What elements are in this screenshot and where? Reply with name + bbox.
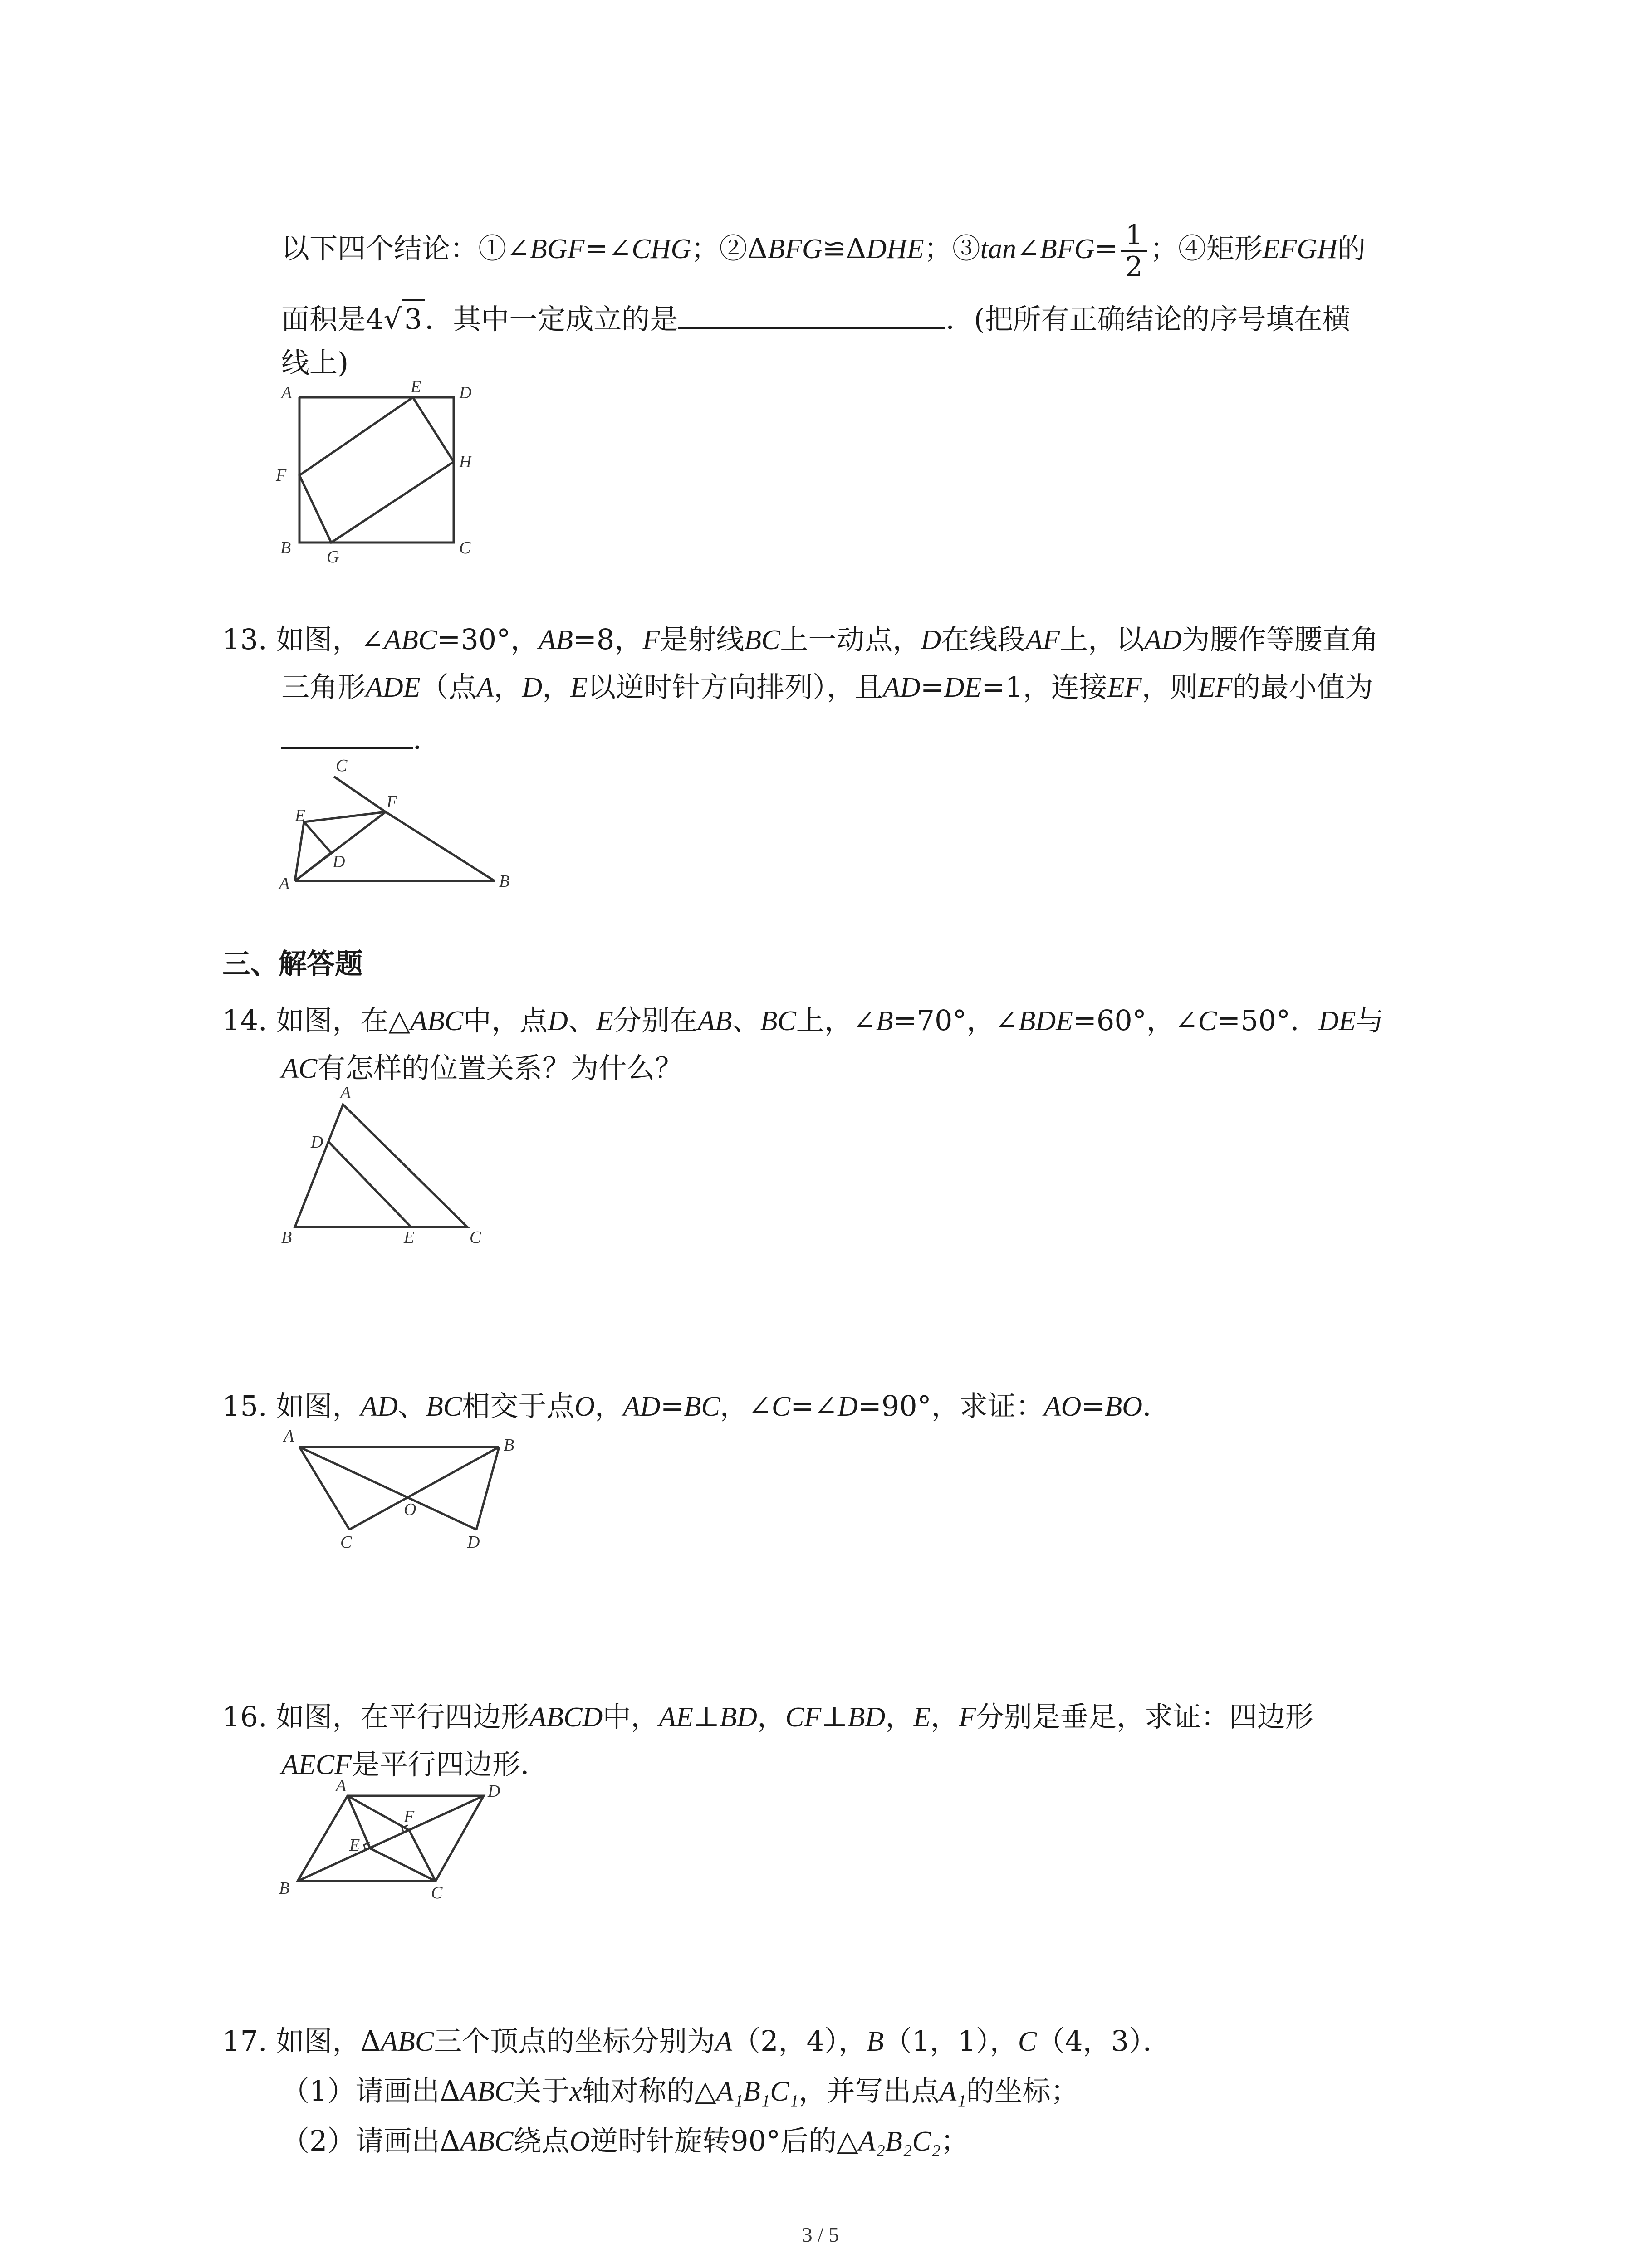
q12-label-e: E <box>411 377 421 396</box>
q16-line-2: AECF是平行四边形． <box>281 1748 549 1781</box>
q16-label-e: E <box>349 1836 360 1855</box>
q14-label-a: A <box>340 1083 351 1102</box>
section-heading: 三、解答题 <box>222 947 363 980</box>
q13-label-a: A <box>279 874 290 893</box>
q12-figure <box>263 377 517 572</box>
q15-label-c: C <box>340 1533 352 1552</box>
q14-triangle-abc <box>295 1105 467 1227</box>
q14-segment-de <box>328 1142 411 1227</box>
answer-blank-q12[interactable] <box>678 304 945 329</box>
q14-label-b: B <box>281 1228 292 1247</box>
q16-label-d: D <box>488 1782 500 1801</box>
q17-part-2: （2）请画出ΔABC绕点O逆时针旋转90°后的△A₂B₂C₂； <box>281 2124 969 2157</box>
q16-diagonal-bd <box>298 1796 484 1881</box>
answer-blank-q13[interactable] <box>281 724 413 749</box>
q14-line-2: AC有怎样的位置关系？为什么？ <box>281 1051 683 1085</box>
q13-label-f: F <box>387 792 397 811</box>
q14-line-1: 14. 如图，在△ABC中，点D、E分别在AB、BC上，∠B=70°，∠BDE=60°，∠C=50°．DE与 <box>222 1004 1384 1037</box>
q16-label-c: C <box>431 1883 443 1902</box>
q15-segment-bc <box>349 1447 499 1530</box>
q16-segment-ec <box>370 1848 436 1881</box>
q13-line-3: ． <box>281 721 441 758</box>
q15-segment-bd <box>476 1447 499 1530</box>
q12-rectangle-abcd <box>299 397 454 543</box>
q15-figure <box>272 1429 554 1565</box>
q13-figure <box>268 753 531 898</box>
q15-label-a: A <box>284 1427 294 1446</box>
q12-label-g: G <box>327 547 339 567</box>
q15-label-d: D <box>467 1533 480 1552</box>
q12-label-b: B <box>280 538 291 557</box>
q12-line-2: 面积是4√3．其中一定成立的是 ．(把所有正确结论的序号填在横 <box>281 299 1351 337</box>
q15-label-o: O <box>404 1500 416 1519</box>
q14-label-d: D <box>311 1133 323 1152</box>
q17-part-1: （1）请画出ΔABC关于x轴对称的△A₁B₁C₁，并写出点A₁的坐标； <box>281 2074 1079 2107</box>
q12-label-a: A <box>281 383 292 402</box>
q13-line-1: 13. 如图，∠ABC=30°，AB=8，F是射线BC上一动点，D在线段AF上，以AD为腰作等腰直角 <box>222 623 1379 656</box>
q12-line-3: 线上) <box>281 346 349 379</box>
q13-label-d: D <box>333 852 345 871</box>
q16-line-1: 16. 如图，在平行四边形ABCD中，AE⊥BD，CF⊥BD，E，F分别是垂足，求证：四边形 <box>222 1700 1313 1733</box>
q13-ray-bc <box>334 777 386 812</box>
q12-label-h: H <box>459 452 472 471</box>
q15-segment-ad <box>299 1447 476 1530</box>
q14-figure <box>268 1083 504 1254</box>
q16-figure <box>268 1776 522 1912</box>
q12-label-f: F <box>276 466 287 485</box>
q14-label-c: C <box>470 1228 481 1247</box>
square-root: √3 <box>383 299 425 337</box>
q16-label-b: B <box>279 1879 290 1898</box>
fraction-one-half: $\frac{1}{2}$ <box>1121 220 1147 282</box>
q12-rectangle-efgh <box>299 397 454 543</box>
q15-line-1: 15. 如图，AD、BC相交于点O，AD=BC，∠C=∠D=90°，求证：AO=BO． <box>222 1389 1171 1422</box>
q13-line-2: 三角形ADE（点A，D，E以逆时针方向排列），且AD=DE=1，连接EF，则EF的最小值为 <box>281 670 1373 704</box>
q12-line-1: 以下四个结论：①∠BGF=∠CHG；②ΔBFG≌ΔDHE；③tan∠BFG= $\frac{1}{2}$ ；④矩形EFGH的 <box>281 219 1366 283</box>
q16-segment-af <box>348 1796 409 1830</box>
q13-triangle-ade <box>295 822 331 881</box>
q13-label-e: E <box>295 806 306 825</box>
q16-label-f: F <box>404 1807 415 1826</box>
q13-label-b: B <box>499 872 510 891</box>
q17-line-1: 17. 如图，ΔABC三个顶点的坐标分别为A（2，4），B（1，1），C（4，3）． <box>222 2024 1171 2058</box>
q12-label-d: D <box>459 383 472 402</box>
q12-label-c: C <box>459 538 471 557</box>
q13-label-c: C <box>336 756 348 775</box>
q16-label-a: A <box>336 1776 347 1795</box>
page-number: 3 / 5 <box>802 2223 839 2246</box>
q13-segment-fb <box>386 812 495 881</box>
q14-label-e: E <box>404 1228 415 1247</box>
q15-label-b: B <box>504 1436 514 1455</box>
